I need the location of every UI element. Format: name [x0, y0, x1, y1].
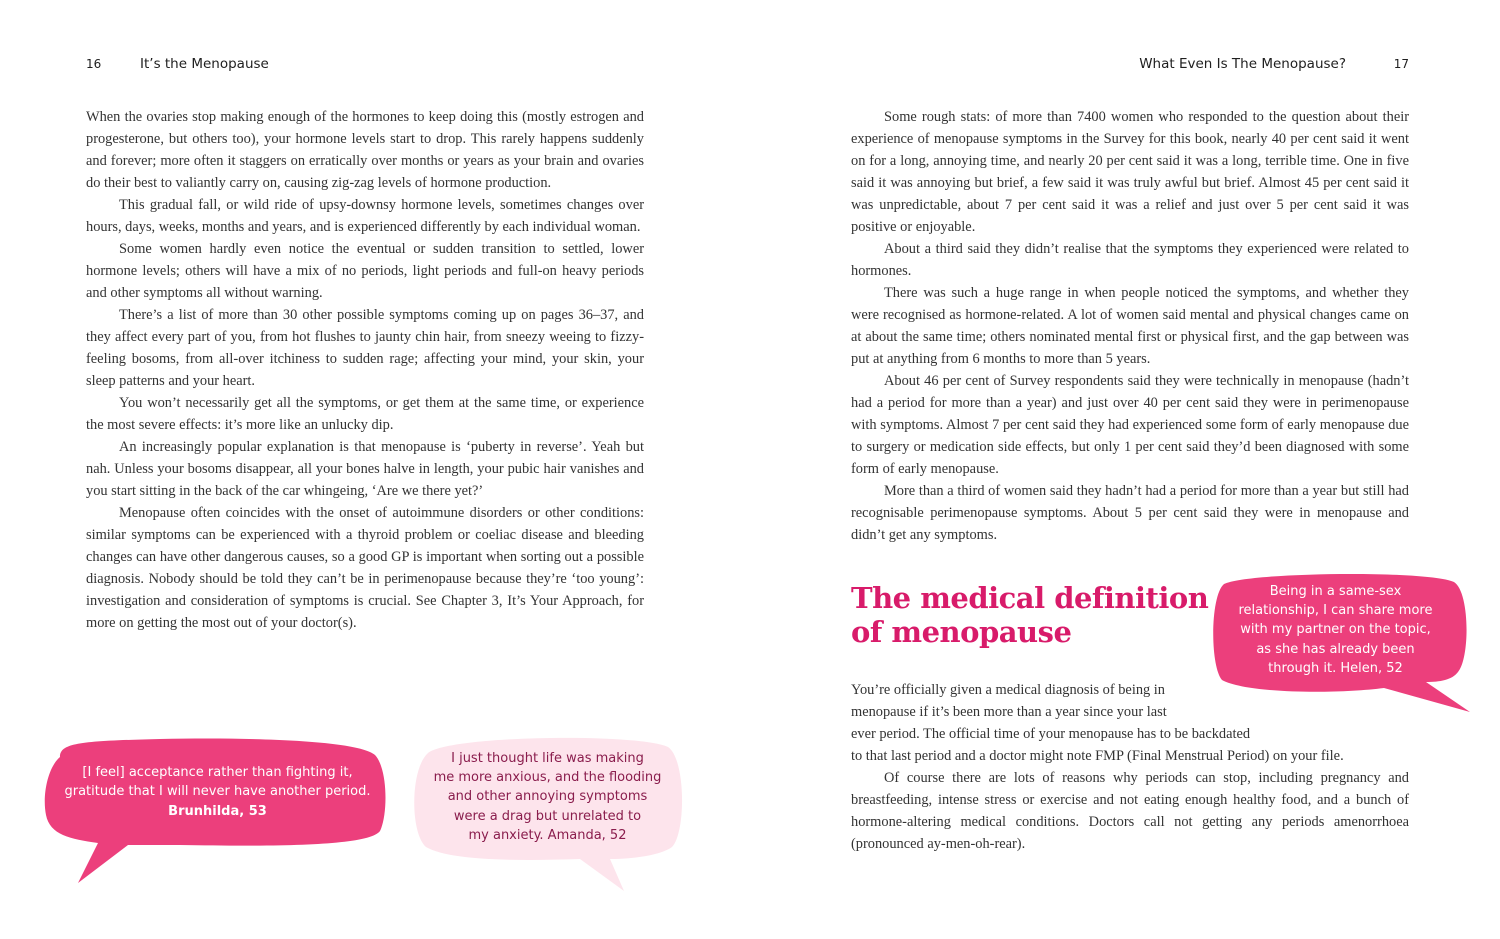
body-paragraph: Some women hardly even notice the eventual or sudden transition to settled, lower hormone levels; others will have a mix of no periods, light periods and full-on heavy periods and other symptoms all without warning. [86, 241, 644, 301]
body-paragraph: About a third said they didn’t realise that the symptoms they experienced were related to hormones. [851, 241, 1409, 279]
section-line: menopause if it’s been more than a year since your last [851, 704, 1167, 720]
quote-line: [I feel] acceptance rather than fighting it, [82, 765, 353, 781]
section-line: You’re officially given a medical diagnosis of being in [851, 682, 1165, 698]
left-page-number: 16 [86, 57, 102, 71]
section-heading: The medical definition of menopause [851, 581, 1209, 649]
quote-line: gratitude that I will never have another period. [64, 784, 371, 800]
body-paragraph: More than a third of women said they hadn’t had a period for more than a year but still had recognisable perimenopause symptoms. About 5 per cent said they were in menopause and didn’t get any symptoms. [851, 483, 1409, 543]
quote-line: relationship, I can share more [1238, 603, 1433, 619]
right-page-body [851, 106, 1409, 546]
body-paragraph: Menopause often coincides with the onset of autoimmune disorders or other conditions: similar symptoms can be experienced with a thyroid problem or coeliac disease and bleeding changes can have other dangerous causes, so a good GP is important when sorting out a possible diagnosis. Nobody should be told they can’t be in perimenopause because they’re ‘too young’: investigation and consideration of symptoms is crucial. See Chapter 3, It’s Your Approach, for more on getting the most out of your doctor(s). [86, 505, 644, 631]
section-line: to that last period and a doctor might note FMP (Final Menstrual Period) on your file. [851, 748, 1344, 764]
body-paragraph: There’s a list of more than 30 other possible symptoms coming up on pages 36–37, and they affect every part of you, from hot flushes to jaunty chin hair, from sneezy weeing to fizzy-feeling bosoms, from all-over itchiness to sudden rage; affecting your mind, your skin, your sleep patterns and your heart. [86, 307, 644, 389]
quote-attribution: Brunhilda, 53 [168, 803, 267, 819]
quote-line: through it. Helen, 52 [1268, 660, 1403, 676]
right-page-number: 17 [1393, 57, 1409, 71]
body-paragraph: About 46 per cent of Survey respondents said they were technically in menopause (hadn’t had a period for more than a year) and just over 40 per cent said they were in perimenopause with symptoms. Almost 7 per cent said they had experienced some form of early menopause due to surgery or medication side effects, but only 1 per cent said they’d been diagnosed with some form of early menopause. [851, 373, 1409, 477]
quote-line: Being in a same-sex [1269, 583, 1402, 599]
body-paragraph: An increasingly popular explanation is that menopause is ‘puberty in reverse’. Yeah but nah. Unless your bosoms disappear, all your bones halve in length, your pubic hair vanishes and you start sitting in the back of the car whingeing, ‘Are we there yet?’ [86, 439, 644, 499]
left-running-title: It’s the Menopause [140, 56, 269, 72]
body-paragraph: This gradual fall, or wild ride of upsy-downsy hormone levels, sometimes changes over hours, days, weeks, months and years, and is experienced differently by each individual woman. [86, 197, 644, 235]
quote-line: and other annoying symptoms [447, 789, 648, 805]
body-paragraph: You won’t necessarily get all the symptoms, or get them at the same time, or experience the most severe effects: it’s more like an unlucky dip. [86, 395, 644, 433]
quote-line: my anxiety. Amanda, 52 [468, 827, 627, 843]
body-paragraph: Of course there are lots of reasons why periods can stop, including pregnancy and breastfeeding, intense stress or exercise and not eating enough healthy food, and a bunch of hormone-altering medical conditions. Doctors call not getting any periods amenorrhoea (pronounced ay-men-oh-rear). [851, 770, 1409, 852]
left-page-body [86, 106, 644, 634]
right-running-title: What Even Is The Menopause? [1139, 56, 1346, 72]
quote-bubble-amanda [410, 733, 685, 893]
section-line: ever period. The official time of your menopause has to be backdated [851, 726, 1251, 742]
quote-line: me more anxious, and the flooding [433, 770, 662, 786]
section-body [851, 679, 1409, 855]
quote-line: were a drag but unrelated to [453, 808, 642, 824]
quote-line: with my partner on the topic, [1240, 622, 1431, 638]
quote-line: I just thought life was making [451, 750, 644, 766]
body-paragraph: When the ovaries stop making enough of the hormones to keep doing this (mostly estrogen and progesterone, but others too), your hormone levels start to drop. This rarely happens suddenly and forever; more often it staggers on erratically over months or years as your brain and ovaries do their best to valiantly carry on, causing zig-zag levels of hormone production. [86, 109, 644, 191]
body-paragraph: There was such a huge range in when people noticed the symptoms, and whether they were recognised as hormone-related. A lot of women said mental and physical changes came on at about the same time; others nominated mental first or physical first, and the gap between was put at anything from 6 months to more than 5 years. [851, 285, 1409, 367]
quote-line: as she has already been [1256, 641, 1415, 657]
body-paragraph: Some rough stats: of more than 7400 women who responded to the question about their experience of menopause symptoms in the Survey for this book, nearly 40 per cent said it went on for a long, annoying time, and nearly 20 per cent said it was a long, terrible time. One in five said it was annoying but brief, a few said it was truly awful but brief. Almost 45 per cent said it was unpredictable, about 7 per cent said it was a relief and just over 5 per cent said it was positive or enjoyable. [851, 109, 1409, 235]
quote-bubble-brunhilda [40, 735, 395, 885]
